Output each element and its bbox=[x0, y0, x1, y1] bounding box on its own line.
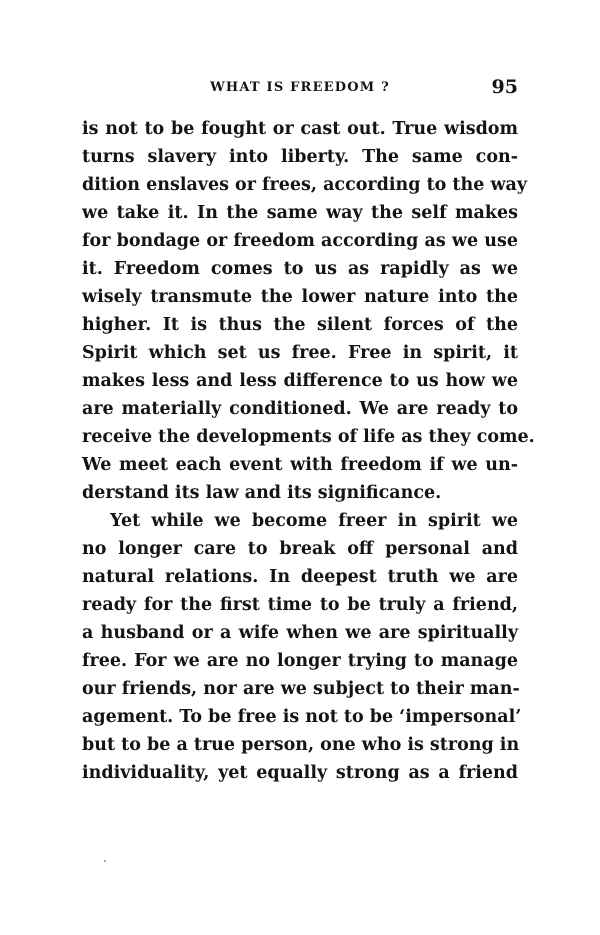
text-line: dition enslaves or frees, according to the way bbox=[82, 175, 528, 195]
text-line: individuality, yet equally strong as a friend bbox=[82, 763, 518, 783]
running-title: WHAT IS FREEDOM ? bbox=[210, 80, 390, 95]
text-line: for bondage or freedom according as we use bbox=[82, 231, 518, 251]
text-line: ready for the first time to be truly a friend, bbox=[82, 595, 518, 615]
text-line: derstand its law and its significance. bbox=[82, 483, 442, 503]
text-line: We meet each event with freedom if we un- bbox=[82, 455, 518, 475]
text-line: we take it. In the same way the self makes bbox=[82, 203, 518, 223]
text-line: makes less and less difference to us how we bbox=[82, 371, 518, 391]
text-line: no longer care to break off personal and bbox=[82, 539, 518, 559]
text-line: it. Freedom comes to us as rapidly as we bbox=[82, 259, 518, 279]
text-line: a husband or a wife when we are spiritually bbox=[82, 623, 518, 643]
text-line: Yet while we become freer in spirit we bbox=[110, 511, 518, 531]
page-number: 95 bbox=[491, 76, 518, 98]
text-line: agement. To be free is not to be ‘impersonal’ bbox=[82, 707, 522, 727]
body-text bbox=[82, 115, 535, 787]
text-line: but to be a true person, one who is strong in bbox=[82, 735, 520, 755]
running-head bbox=[82, 78, 518, 100]
text-line: receive the developments of life as they come. bbox=[82, 427, 535, 447]
text-line: higher. It is thus the silent forces of the bbox=[82, 315, 518, 335]
text-line: our friends, nor are we subject to their man- bbox=[82, 679, 520, 699]
text-line: is not to be fought or cast out. True wisdom bbox=[82, 119, 518, 139]
scan-speck bbox=[104, 860, 106, 862]
text-line: wisely transmute the lower nature into the bbox=[82, 287, 518, 307]
text-line: free. For we are no longer trying to manage bbox=[82, 651, 518, 671]
text-line: Spirit which set us free. Free in spirit, it bbox=[82, 343, 518, 363]
text-line: are materially conditioned. We are ready to bbox=[82, 399, 518, 419]
text-line: turns slavery into liberty. The same con- bbox=[82, 147, 518, 167]
text-line: natural relations. In deepest truth we are bbox=[82, 567, 518, 587]
